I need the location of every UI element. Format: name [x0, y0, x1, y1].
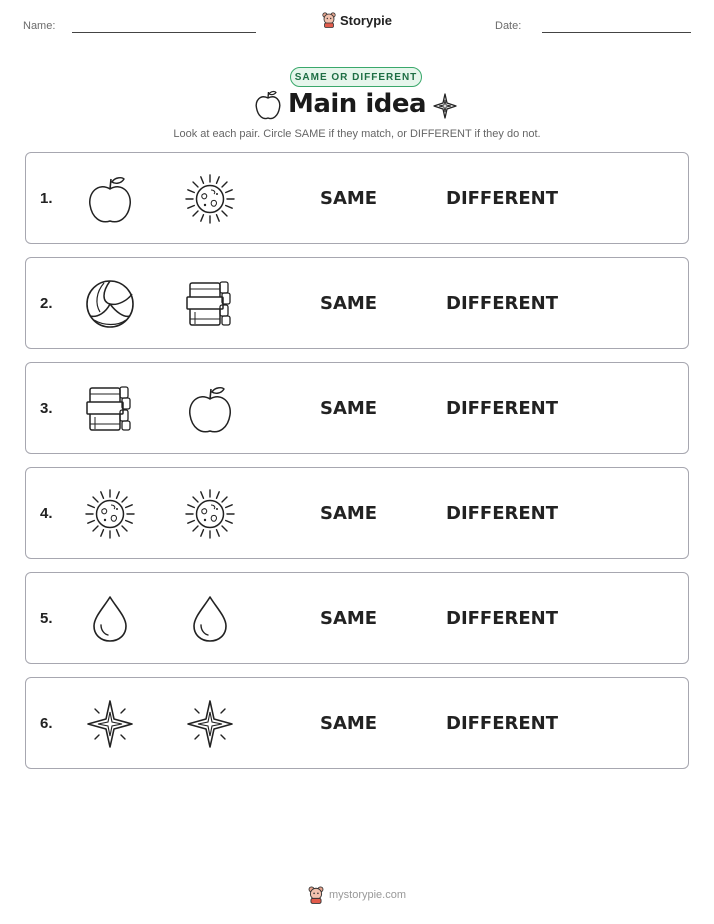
question-row: [25, 152, 689, 244]
question-number: 3.: [40, 400, 53, 417]
volleyball-icon: [84, 278, 136, 330]
date-label: Date:: [495, 20, 522, 32]
question-row: [25, 257, 689, 349]
sun-icon: [184, 173, 236, 225]
different-option[interactable]: DIFFERENT: [446, 713, 559, 734]
question-row: [25, 467, 689, 559]
sun-icon: [184, 488, 236, 540]
different-option[interactable]: DIFFERENT: [446, 503, 559, 524]
same-option[interactable]: SAME: [320, 188, 378, 209]
different-option[interactable]: DIFFERENT: [446, 188, 559, 209]
bear-mascot-icon: [322, 12, 336, 28]
different-option[interactable]: DIFFERENT: [446, 608, 559, 629]
question-number: 6.: [40, 715, 53, 732]
same-option[interactable]: SAME: [320, 293, 378, 314]
books-icon: [84, 383, 136, 435]
different-option[interactable]: DIFFERENT: [446, 398, 559, 419]
apple-icon: [84, 173, 136, 225]
brand-name: Storypie: [339, 12, 392, 28]
sparkle-icon: [432, 92, 458, 120]
books-icon: [184, 278, 236, 330]
worksheet-type-badge: SAME OR DIFFERENT: [290, 67, 422, 87]
instructions: Look at each pair. Circle SAME if they match, or DIFFERENT if they do not.: [173, 128, 541, 140]
drop-icon: [84, 593, 136, 645]
brand-logo: [0, 12, 714, 28]
bear-mascot-icon: [308, 886, 324, 904]
footer-url: mystorypie.com: [328, 889, 407, 901]
title-row: [0, 89, 714, 125]
same-option[interactable]: SAME: [320, 608, 378, 629]
question-number: 2.: [40, 295, 53, 312]
drop-icon: [184, 593, 236, 645]
sparkle-icon: [84, 698, 136, 750]
question-row: [25, 677, 689, 769]
question-row: [25, 362, 689, 454]
same-option[interactable]: SAME: [320, 398, 378, 419]
same-option[interactable]: SAME: [320, 713, 378, 734]
question-row: [25, 572, 689, 664]
sparkle-icon: [184, 698, 236, 750]
name-line[interactable]: [72, 32, 256, 33]
different-option[interactable]: DIFFERENT: [446, 293, 559, 314]
name-label: Name:: [23, 20, 56, 32]
question-number: 1.: [40, 190, 53, 207]
question-number: 4.: [40, 505, 53, 522]
apple-icon: [184, 383, 236, 435]
sun-icon: [84, 488, 136, 540]
footer: [0, 886, 714, 904]
date-line[interactable]: [542, 32, 691, 33]
question-number: 5.: [40, 610, 53, 627]
same-option[interactable]: SAME: [320, 503, 378, 524]
page-title: Main idea: [287, 89, 427, 119]
